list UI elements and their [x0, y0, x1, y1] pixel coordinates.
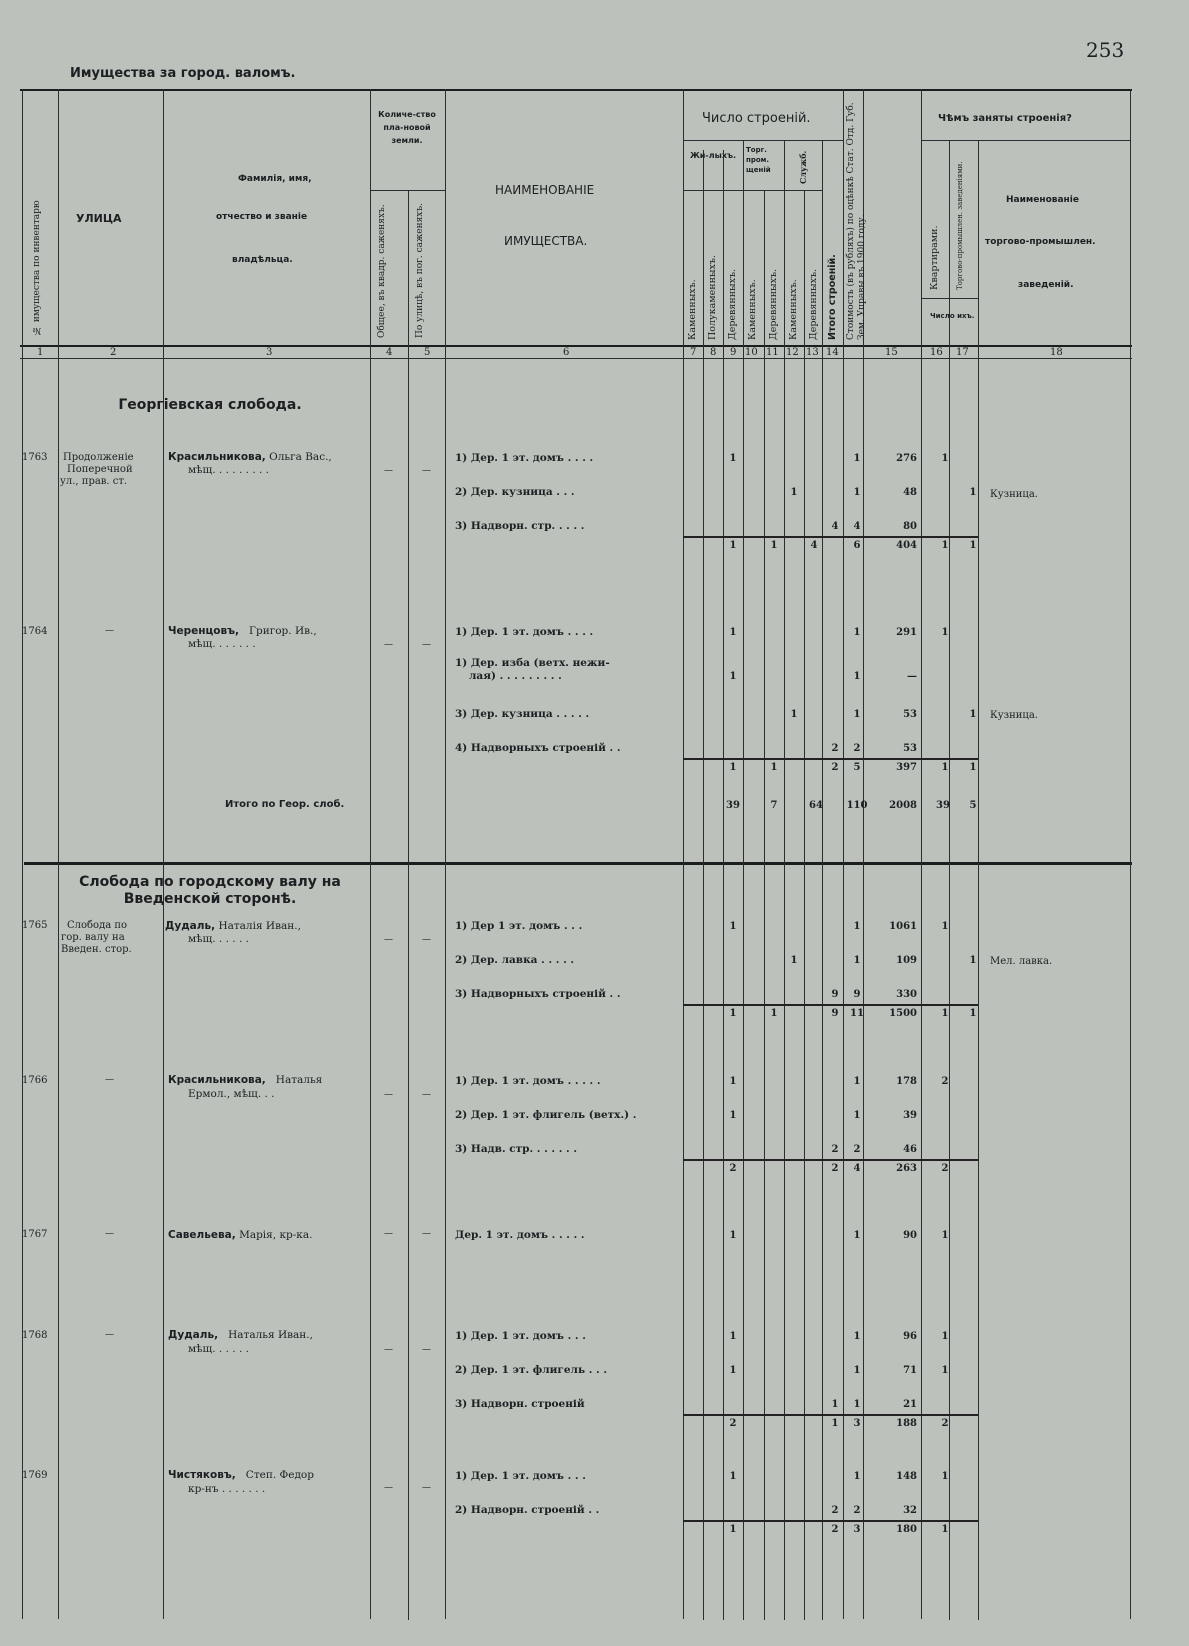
header-property-1: НАИМЕНОВАНІЕ [495, 183, 595, 197]
dash: — [384, 1345, 393, 1355]
total-c15: 263 [896, 1163, 917, 1174]
colnum-3: 3 [266, 347, 273, 358]
cell-c16: 1 [941, 1365, 949, 1376]
header-c8: Полукаменныхъ. [707, 255, 718, 340]
colnum-4: 4 [386, 347, 393, 358]
section-divider [24, 862, 1132, 865]
cell-c13: 9 [831, 989, 839, 1000]
total-c15: 397 [896, 762, 917, 773]
total-c17: 1 [969, 1008, 977, 1019]
cell-c15: 96 [903, 1331, 917, 1342]
cell-c15: 32 [903, 1505, 917, 1516]
total-c15: 180 [896, 1524, 917, 1535]
header-land-total: Общее, въ квадр. саженяхъ. [377, 204, 387, 338]
cell-c14: 1 [853, 921, 861, 932]
cell-c16: 1 [941, 921, 949, 932]
cell-c14: 1 [853, 487, 861, 498]
cell-c14: 2 [853, 743, 861, 754]
cell-c9: 1 [729, 1365, 737, 1376]
colnum-5: 5 [424, 347, 431, 358]
cell-c16: 2 [941, 1076, 949, 1087]
header-c14: Итого строеній. [827, 254, 838, 340]
street-dash: — [105, 1075, 114, 1085]
property-line: 4) Надворныхъ строеній . . [455, 742, 621, 754]
total-c16: 1 [941, 762, 949, 773]
dash: — [422, 1483, 431, 1493]
colnum-9: 9 [730, 347, 737, 358]
total-c14: 3 [853, 1418, 861, 1429]
page-number: 253 [1086, 38, 1125, 62]
total-c14: 6 [853, 540, 861, 551]
cell-c15: 53 [903, 709, 917, 720]
cell-c9: 1 [729, 453, 737, 464]
colnum-14: 14 [826, 347, 839, 358]
section-total-label: Итого по Геор. слоб. [225, 799, 345, 810]
cell-c14: 1 [853, 627, 861, 638]
section-title-sloboda-1: Слобода по городскому валу на [79, 874, 341, 890]
total-c9: 1 [729, 762, 737, 773]
cell-c11: 1 [790, 487, 798, 498]
cell-c9: 1 [729, 921, 737, 932]
cell-c15: 178 [896, 1076, 917, 1087]
header-owner-3: владѣльца. [232, 255, 293, 265]
cell-c9: 1 [729, 1076, 737, 1087]
cell-c9: 1 [729, 1471, 737, 1482]
cell-c15: 53 [903, 743, 917, 754]
entry-id: 1763 [22, 452, 48, 463]
header-service: Служб. [798, 150, 808, 184]
street-dash: — [105, 1330, 114, 1340]
street-line: Поперечной [67, 464, 133, 475]
cell-c15: 330 [896, 989, 917, 1000]
property-line: 3) Дер. кузница . . . . . [455, 708, 590, 720]
header-street: УЛИЦА [76, 212, 122, 225]
owner-line2: мѣщ. . . . . . [188, 1343, 249, 1355]
owner-line2: мѣщ. . . . . . . [188, 638, 256, 650]
header-c18-2: торгово-промышлен. [985, 237, 1096, 247]
total-c17: 1 [969, 540, 977, 551]
owner-name: Савельева, Марія, кр-ка. [168, 1229, 313, 1241]
cell-c17: 1 [969, 955, 977, 966]
dash: — [384, 1483, 393, 1493]
street-line: гор. валу на [61, 932, 125, 943]
header-inventory-no: № имущества по инвентарю [32, 200, 42, 335]
property-line: 2) Надворн. строеній . . [455, 1504, 600, 1516]
dash: — [422, 1229, 431, 1239]
cell-c15: — [907, 671, 917, 682]
entry-id: 1764 [22, 626, 48, 637]
total-c13: 9 [831, 1008, 839, 1019]
total-c14: 4 [853, 1163, 861, 1174]
property-line: 3) Надворныхъ строеній . . [455, 988, 621, 1000]
header-residential: Жи-лыхъ. [690, 151, 737, 160]
total-c14: 11 [850, 1008, 864, 1019]
total-c9: 2 [729, 1418, 737, 1429]
cell-c15: 21 [903, 1399, 917, 1410]
cell-c17: 1 [969, 709, 977, 720]
cell-c14: 2 [853, 1144, 861, 1155]
owner-line2: мѣщ. . . . . . . . . [188, 464, 270, 476]
total-c17: 1 [969, 762, 977, 773]
property-line: 2) Дер. 1 эт. флигель . . . [455, 1364, 608, 1376]
header-land: Количе-ство пла-новой земли. [378, 110, 436, 145]
cell-c15: 109 [896, 955, 917, 966]
dash: — [422, 1345, 431, 1355]
property-line: 2) Дер. кузница . . . [455, 486, 575, 498]
section-title-georgievskaya: Георгіевская слобода. [118, 397, 302, 413]
cell-c14: 1 [853, 955, 861, 966]
colnum-13: 13 [806, 347, 819, 358]
header-occupied: Чѣмъ заняты строенія? [938, 113, 1072, 124]
dash: — [384, 1090, 393, 1100]
header-owner-2: отчество и званіе [216, 212, 308, 222]
total-c9: 39 [726, 800, 740, 811]
cell-c15: 90 [903, 1230, 917, 1241]
total-c9: 2 [729, 1163, 737, 1174]
owner-name: Чистяковъ, Степ. Федор [168, 1469, 314, 1481]
colnum-11: 11 [766, 347, 779, 358]
colnum-7: 7 [690, 347, 697, 358]
colnum-18: 18 [1050, 347, 1063, 358]
total-c17: 5 [969, 800, 977, 811]
cell-c9: 1 [729, 1110, 737, 1121]
owner-line2: мѣщ. . . . . . [188, 933, 249, 945]
header-c15: Стоимость (въ рубляхъ) по оцѣнкѣ Стат. Отд. Губ. Зем. Управы въ 1900 году. [846, 102, 867, 340]
total-c14: 110 [846, 800, 868, 811]
total-c9: 1 [729, 540, 737, 551]
total-c16: 39 [936, 800, 950, 811]
colnum-8: 8 [710, 347, 717, 358]
header-c16: Квартирами. [929, 225, 940, 290]
colnum-rule [20, 358, 1132, 359]
property-line: 2) Дер. лавка . . . . . [455, 954, 575, 966]
cell-c14: 1 [853, 1399, 861, 1410]
total-c13: 4 [810, 540, 818, 551]
cell-c15: 1061 [889, 921, 917, 932]
total-c11: 1 [770, 1008, 778, 1019]
total-c11: 1 [770, 540, 778, 551]
entry-id: 1765 [22, 920, 48, 931]
cell-c16: 1 [941, 1471, 949, 1482]
cell-c13: 2 [831, 743, 839, 754]
total-c9: 1 [729, 1524, 737, 1535]
header-c9: Деревянныхъ. [727, 268, 738, 340]
owner-name: Красильникова, Ольга Вас., [168, 451, 332, 463]
cell-c13: 1 [831, 1399, 839, 1410]
occupation: Кузница. [990, 710, 1038, 721]
total-c14: 5 [853, 762, 861, 773]
total-c11: 7 [770, 800, 778, 811]
owner-name: Дудаль, Наталья Иван., [168, 1329, 313, 1341]
cell-c14: 1 [853, 671, 861, 682]
cell-c14: 1 [853, 1076, 861, 1087]
total-c16: 1 [941, 540, 949, 551]
dash: — [384, 1229, 393, 1239]
cell-c11: 1 [790, 955, 798, 966]
entry-id: 1766 [22, 1075, 48, 1086]
colnum-17: 17 [956, 347, 969, 358]
owner-line2: кр-нъ . . . . . . . [188, 1483, 266, 1495]
cell-c11: 1 [790, 709, 798, 720]
property-line: 3) Надв. стр. . . . . . . [455, 1143, 578, 1155]
colnum-1: 1 [37, 347, 44, 358]
cell-c15: 291 [896, 627, 917, 638]
cell-c9: 1 [729, 671, 737, 682]
cell-c17: 1 [969, 487, 977, 498]
cell-c15: 39 [903, 1110, 917, 1121]
header-c10: Каменныхъ. [747, 279, 758, 340]
entry-id: 1767 [22, 1229, 48, 1240]
dash: — [422, 640, 431, 650]
cell-c9: 1 [729, 627, 737, 638]
cell-c14: 1 [853, 1230, 861, 1241]
entry-id: 1768 [22, 1330, 48, 1341]
header-c18-1: Наименованіе [1006, 195, 1079, 205]
cell-c14: 2 [853, 1505, 861, 1516]
header-land-street: По улицѣ, въ пог. саженяхъ. [415, 203, 425, 338]
dash: — [422, 935, 431, 945]
occupation: Мел. лавка. [990, 956, 1053, 967]
property-line: 1) Дер. 1 эт. домъ . . . . . [455, 1075, 601, 1087]
total-c15: 2008 [889, 800, 917, 811]
property-line: 1) Дер. 1 эт. домъ . . . [455, 1330, 586, 1342]
dash: — [384, 935, 393, 945]
property-line: 1) Дер. изба (ветх. нежи- [455, 657, 610, 669]
total-c13: 1 [831, 1418, 839, 1429]
total-c16: 1 [941, 1008, 949, 1019]
total-c15: 188 [896, 1418, 917, 1429]
total-c13: 2 [831, 1163, 839, 1174]
occupation: Кузница. [990, 489, 1038, 500]
header-c12: Каменныхъ. [788, 279, 799, 340]
cell-c14: 1 [853, 1471, 861, 1482]
header-c17: Торгово-промышлен. заведеніями. [956, 161, 964, 290]
entry-id: 1769 [22, 1470, 48, 1481]
owner-name: Дудаль, Наталія Иван., [165, 920, 301, 932]
cell-c13: 4 [831, 521, 839, 532]
colnum-2: 2 [110, 347, 117, 358]
property-line: 1) Дер. 1 эт. домъ . . . . [455, 452, 594, 464]
owner-name: Черенцовъ, Григор. Ив., [168, 625, 317, 637]
colnum-16: 16 [930, 347, 943, 358]
street-line: ул., прав. ст. [60, 476, 128, 487]
cell-c15: 46 [903, 1144, 917, 1155]
total-c16: 1 [941, 1524, 949, 1535]
cell-c14: 4 [853, 521, 861, 532]
total-c16: 2 [941, 1163, 949, 1174]
cell-c16: 1 [941, 627, 949, 638]
cell-c16: 1 [941, 1230, 949, 1241]
header-c11: Деревянныхъ. [768, 268, 779, 340]
header-count: Число ихъ. [930, 312, 975, 320]
total-c13: 2 [831, 1524, 839, 1535]
cell-c13: 2 [831, 1144, 839, 1155]
header-c18-3: заведеній. [1018, 280, 1074, 290]
total-c13: 2 [831, 762, 839, 773]
street-dash: — [105, 626, 114, 636]
property-line: 1) Дер 1 эт. домъ . . . [455, 920, 583, 932]
property-line: 3) Надворн. строеній [455, 1398, 585, 1410]
colnum-10: 10 [745, 347, 758, 358]
property-line: лая) . . . . . . . . . [469, 670, 562, 682]
street-line: Введен. стор. [61, 944, 132, 955]
total-c14: 3 [853, 1524, 861, 1535]
cell-c14: 1 [853, 453, 861, 464]
header-c7: Каменныхъ. [687, 279, 698, 340]
cell-c16: 1 [941, 1331, 949, 1342]
dash: — [384, 640, 393, 650]
total-c16: 2 [941, 1418, 949, 1429]
property-line: 2) Дер. 1 эт. флигель (ветх.) . [455, 1109, 637, 1121]
colnum-6: 6 [563, 347, 570, 358]
section-title-sloboda-2: Введенской сторонѣ. [123, 891, 297, 907]
total-c13: 64 [809, 800, 823, 811]
street-line: Продолженіе [63, 452, 134, 463]
dash: — [422, 1090, 431, 1100]
total-c9: 1 [729, 1008, 737, 1019]
header-owner-1: Фамилія, имя, [238, 174, 312, 184]
colnum-12: 12 [786, 347, 799, 358]
cell-c16: 1 [941, 453, 949, 464]
total-c15: 1500 [889, 1008, 917, 1019]
owner-line2: Ермол., мѣщ. . . [188, 1088, 275, 1100]
cell-c15: 148 [896, 1471, 917, 1482]
running-title: Имущества за город. валомъ. [70, 66, 296, 81]
owner-name: Красильникова, Наталья [168, 1074, 323, 1086]
header-buildings: Число строеній. [702, 111, 811, 126]
dash: — [384, 466, 393, 476]
cell-c14: 1 [853, 1331, 861, 1342]
cell-c14: 1 [853, 709, 861, 720]
street-dash: — [105, 1229, 114, 1239]
cell-c9: 1 [729, 1230, 737, 1241]
property-line: 1) Дер. 1 эт. домъ . . . . [455, 626, 594, 638]
cell-c14: 1 [853, 1365, 861, 1376]
cell-c15: 71 [903, 1365, 917, 1376]
property-line: 3) Надворн. стр. . . . . [455, 520, 585, 532]
dash: — [422, 466, 431, 476]
street-line: Слобода по [67, 920, 128, 931]
header-c13: Деревянныхъ. [808, 268, 819, 340]
cell-c13: 2 [831, 1505, 839, 1516]
cell-c14: 9 [853, 989, 861, 1000]
total-c15: 404 [896, 540, 917, 551]
cell-c15: 48 [903, 487, 917, 498]
cell-c9: 1 [729, 1331, 737, 1342]
colnum-15: 15 [885, 347, 898, 358]
cell-c15: 80 [903, 521, 917, 532]
header-property-2: ИМУЩЕСТВА. [504, 234, 588, 248]
header-trade: Торг. пром. щеній [746, 146, 771, 174]
property-line: Дер. 1 эт. домъ . . . . . [455, 1229, 585, 1241]
cell-c15: 276 [896, 453, 917, 464]
table-top-rule [20, 89, 1132, 91]
cell-c14: 1 [853, 1110, 861, 1121]
property-line: 1) Дер. 1 эт. домъ . . . [455, 1470, 586, 1482]
total-c11: 1 [770, 762, 778, 773]
